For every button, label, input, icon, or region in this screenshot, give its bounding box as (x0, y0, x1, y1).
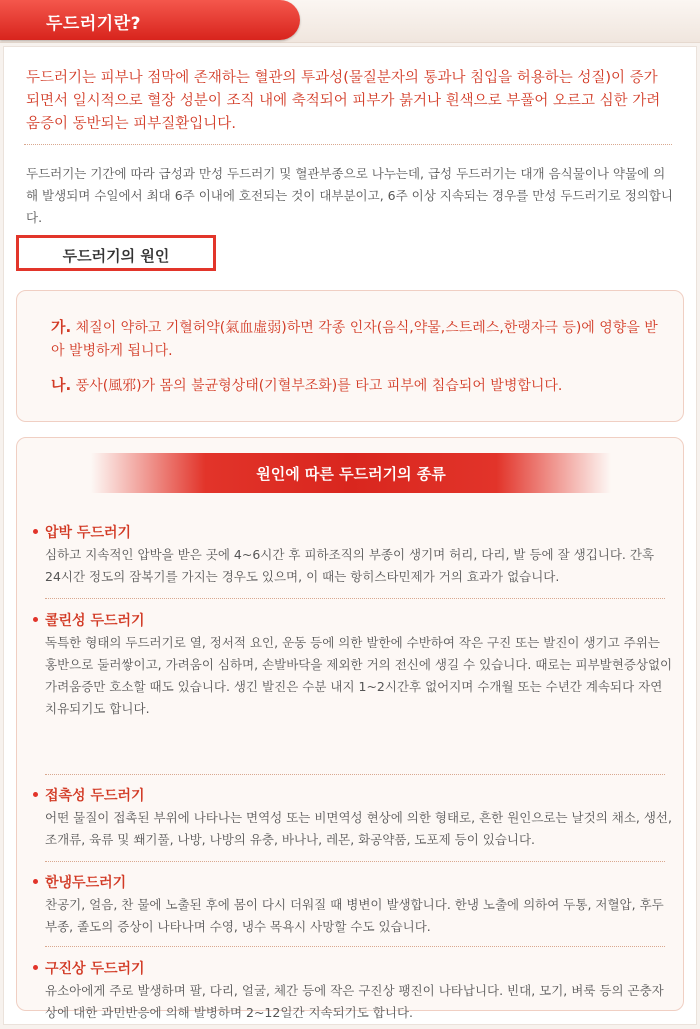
header-tab (0, 0, 300, 40)
type-name: 콜린성 두드러기 (45, 613, 145, 629)
type-desc: 심하고 지속적인 압박을 받은 곳에 4~6시간 후 피하조직의 부종이 생기며 허리, 다리, 발 등에 잘 생깁니다. 간혹 24시간 정도의 잠복기를 가지는 경우도 있으며, 이 때는 항히스타민제가 거의 효과가 없습니다. (45, 547, 655, 584)
causes-heading-box (16, 235, 216, 271)
type-item (31, 872, 671, 938)
divider (45, 861, 665, 862)
types-box (16, 437, 684, 1020)
type-item (31, 785, 671, 851)
bullet-icon (33, 792, 38, 797)
causes-heading: 두드러기의 원인 (62, 247, 170, 265)
types-heading: 원인에 따른 두드러기의 종류 (256, 465, 446, 483)
type-item (31, 958, 671, 1024)
definition-text: 두드러기는 피부나 점막에 존재하는 혈관의 투과성(물질분자의 통과나 침입을 허용하는 성질)이 증가되면서 일시적으로 혈장 성분이 조직 내에 축적되어 피부가 붉거나 흰색으로 부풀어 오르고 심한 가려움증이 동반되는 피부질환입니다. (26, 70, 661, 132)
type-item (31, 610, 671, 720)
bullet-icon (33, 617, 38, 622)
cause-item (51, 374, 661, 398)
classification-text: 두드러기는 기간에 따라 급성과 만성 두드러기 및 혈관부종으로 나누는데, 급성 두드러기는 대개 음식물이나 약물에 의해 발생되며 수일에서 최대 6주 이내에 호전되는 것이 대부분이고, 6주 이상 지속되는 경우를 만성 두드러기로 정의합니다. (26, 166, 674, 225)
causes-box (16, 290, 684, 422)
divider (45, 946, 665, 947)
content-panel (3, 46, 697, 1025)
type-name: 압박 두드러기 (45, 525, 132, 541)
type-name: 한냉두드러기 (45, 875, 127, 891)
cause-text: 체질이 약하고 기혈허약(氣血虛弱)하면 각종 인자(음식,약물,스트레스,한랭자극 등)에 영향을 받아 발병하게 됩니다. (51, 320, 658, 359)
type-desc: 어떤 물질이 접촉된 부위에 나타나는 면역성 또는 비면역성 현상에 의한 형태로, 흔한 원인으로는 날것의 채소, 생선, 조개류, 육류 및 쐐기풀, 나방, 나방의 유충, 바나나, 레몬, 화공약품, 도포제 등이 있습니다. (45, 810, 672, 847)
cause-marker: 나. (51, 376, 72, 394)
divider (45, 774, 665, 775)
cause-text: 풍사(風邪)가 몸의 불균형상태(기혈부조화)를 타고 피부에 침습되어 발병합니다. (75, 378, 563, 394)
type-desc: 유소아에게 주로 발생하며 팔, 다리, 얼굴, 체간 등에 작은 구진상 팽진이 나타납니다. 빈대, 모기, 벼룩 등의 곤충자상에 대한 과민반응에 의해 발병하며 2~12일간 지속되기도 합니다. (45, 983, 664, 1020)
bullet-icon (33, 529, 38, 534)
header-bar (0, 0, 700, 43)
bullet-icon (33, 879, 38, 884)
type-desc: 독특한 형태의 두드러기로 열, 정서적 요인, 운동 등에 의한 발한에 수반하여 작은 구진 또는 발진이 생기고 주위는 홍반으로 둘러쌓이고, 가려움이 심하며, 손발바닥을 제외한 거의 전신에 생길 수 있습니다. 때로는 피부발현증상없이 가려움증만 호소할 때도 있습니다. 생긴 발진은 수분 내지 1~2시간후 없어지며 수개월 또는 수년간 계속되다 자연치유되기도 합니다. (45, 635, 673, 716)
cause-item (51, 316, 661, 363)
divider (45, 598, 665, 599)
type-desc: 찬공기, 얼음, 찬 물에 노출된 후에 몸이 다시 더워질 때 병변이 발생합니다. 한냉 노출에 의하여 두통, 저혈압, 후두부종, 졸도의 증상이 나타나며 수영, 냉수 목욕시 사망할 수도 있습니다. (45, 897, 664, 934)
type-name: 구진상 두드러기 (45, 961, 145, 977)
type-name: 접촉성 두드러기 (45, 788, 145, 804)
page-title: 두드러기란? (46, 14, 141, 34)
types-heading-banner (91, 453, 611, 493)
cause-marker: 가. (51, 318, 72, 336)
bullet-icon (33, 965, 38, 970)
type-item (31, 522, 671, 588)
divider (24, 144, 672, 145)
